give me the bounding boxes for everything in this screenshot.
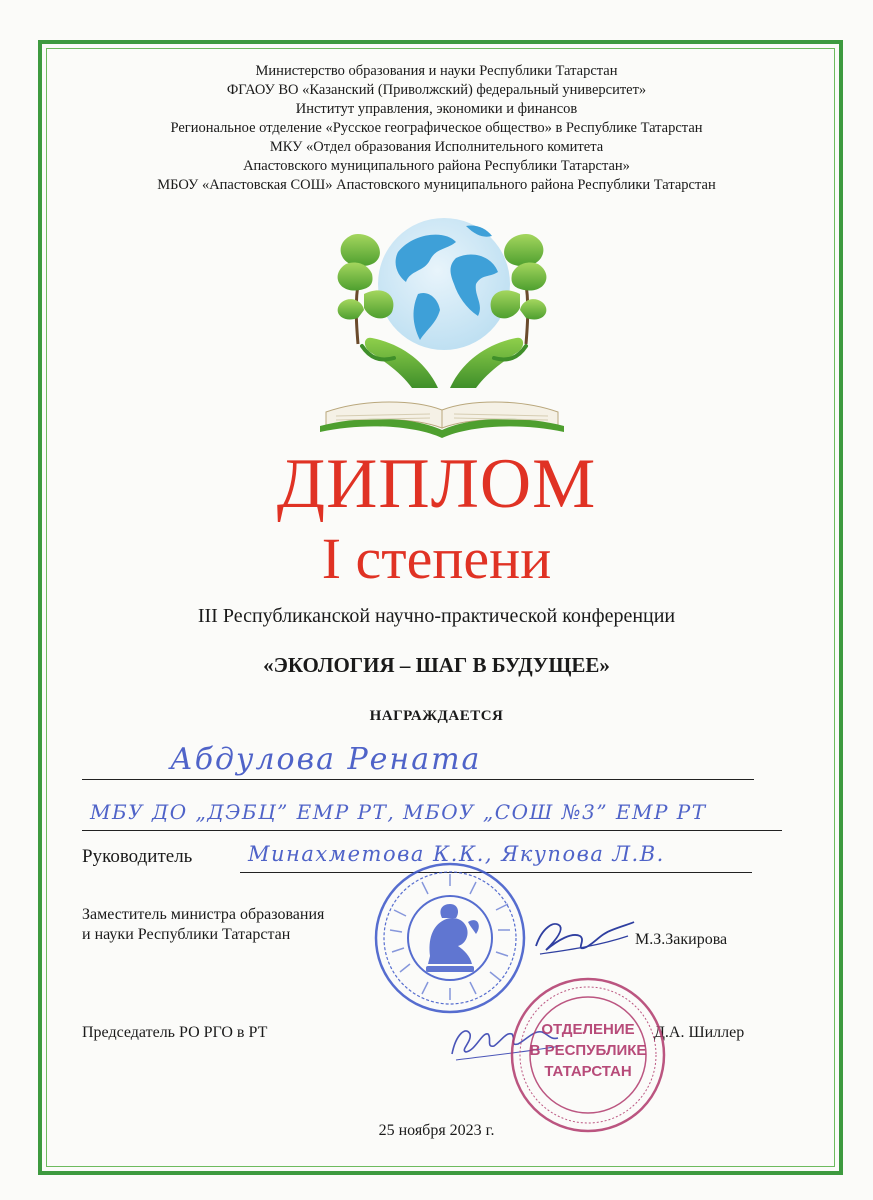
diploma-title: ДИПЛОМ — [276, 445, 597, 523]
issuer-header — [60, 62, 813, 195]
organization-line — [82, 830, 782, 831]
conference-name: III Республиканской научно-практической конференции — [197, 605, 676, 627]
conference-theme: «ЭКОЛОГИЯ – ШАГ В БУДУЩЕЕ» — [263, 653, 610, 677]
rgo-stamp-line: ОТДЕЛЕНИЕ — [541, 1021, 635, 1038]
recipient-name-line — [82, 779, 754, 780]
recipient-organization: МБУ ДО „ДЭБЦ” ЕМР РТ, МБОУ „СОШ №3” ЕМР РТ — [90, 800, 707, 824]
rgo-stamp-text — [508, 1019, 668, 1082]
diploma-degree: I степени — [321, 526, 552, 591]
deputy-minister-name: М.З.Закирова — [635, 931, 728, 948]
deputy-signature-icon — [528, 906, 638, 966]
rgo-stamp — [508, 975, 668, 1135]
globe-hands-book-oak-leaves-icon — [306, 212, 578, 444]
rgo-stamp-line: ТАТАРСТАН — [544, 1063, 632, 1080]
header-line: МКУ «Отдел образования Исполнительного комитета — [269, 139, 604, 155]
supervisor-names: Минахметова К.К., Якупова Л.В. — [248, 842, 665, 866]
header-line: Региональное отделение «Русское географическое общество» в Республике Татарстан — [170, 120, 703, 136]
deputy-title-line: Заместитель министра образования — [82, 906, 325, 923]
awarded-label: НАГРАЖДАЕТСЯ — [369, 708, 504, 724]
recipient-name: Абдулова Рената — [170, 742, 482, 777]
deputy-title-line: и науки Республики Татарстан — [82, 926, 291, 943]
ministry-seal-icon — [372, 860, 528, 1016]
header-line: ФГАОУ ВО «Казанский (Приволжский) федеральный университет» — [226, 82, 647, 98]
deputy-minister-title — [82, 905, 324, 945]
header-line: МБОУ «Апастовская СОШ» Апастовского муниципального района Республики Татарстан — [157, 177, 716, 193]
header-line: Апастовского муниципального района Республики Татарстан» — [243, 158, 630, 174]
supervisor-label: Руководитель — [82, 846, 193, 867]
chairman-title: Председатель РО РГО в РТ — [82, 1024, 268, 1041]
issue-date: 25 ноября 2023 г. — [378, 1122, 495, 1139]
header-line: Министерство образования и науки Республики Татарстан — [255, 63, 618, 79]
header-line: Институт управления, экономики и финансов — [295, 101, 578, 117]
rgo-stamp-line: В РЕСПУБЛИКЕ — [529, 1042, 647, 1059]
chairman-name: Д.А. Шиллер — [654, 1024, 745, 1041]
